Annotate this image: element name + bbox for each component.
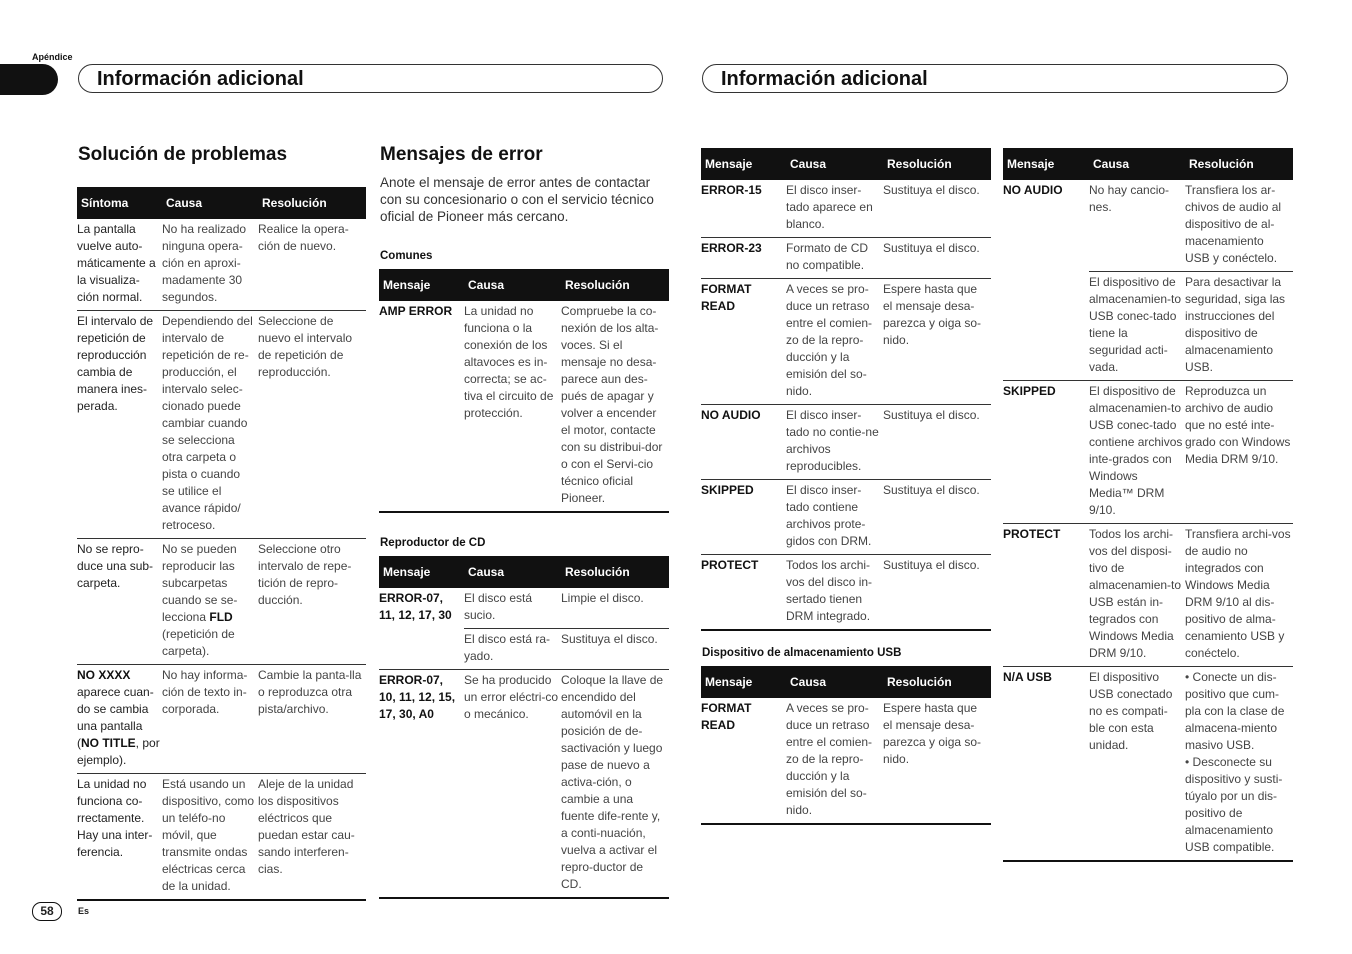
cause-cell: El disco inser-tado contiene archivos prote-gidos con DRM. [786, 480, 883, 555]
symptom-cell: La pantalla vuelve auto-máticamente a la visualiza-ción normal. [77, 219, 162, 311]
resolution-cell: Para desactivar la seguridad, siga las instrucciones del dispositivo de almacenamiento USB. [1185, 272, 1293, 381]
cause-cell: El disco está ra-yado. [464, 629, 561, 670]
cause-cell: A veces se pro-duce un retraso entre el comien-zo de la repro-ducción y la emisión del so-nido. [786, 698, 883, 824]
cause-cell [162, 539, 258, 665]
page-number: 58 [32, 902, 62, 921]
message-cell: FORMAT READ [701, 279, 786, 405]
column-header: Causa [464, 556, 561, 588]
table-row [379, 670, 669, 899]
cause-cell: Todos los archi-vos del disposi-tivo de almacenamien-to USB están in-tegrados con Windows Media DRM 9/10. [1089, 524, 1185, 667]
message-cell [1003, 272, 1089, 381]
resolution-cell: Sustituya el disco. [883, 480, 991, 555]
resolution-bullet: • Desconecte su dispositivo y susti-túyalo por un dis-positivo de almacenamiento USB compatible. [1185, 755, 1283, 854]
cause-text: (repetición de carpeta). [162, 627, 235, 658]
resolution-cell: Sustituya el disco. [883, 238, 991, 279]
resolution-bullet: • Conecte un dis-positivo que cum-pla con la clase de almacena-miento masivo USB. [1185, 670, 1285, 752]
resolution-cell: Sustituya el disco. [883, 405, 991, 480]
message-cell: PROTECT [701, 555, 786, 631]
symptom-cell: El intervalo de repetición de reproducción cambia de manera ines-perada. [77, 311, 162, 539]
cause-cell: El dispositivo USB conectado no es compati-ble con esta unidad. [1089, 667, 1185, 862]
usb-errors-table [701, 666, 991, 825]
cause-cell: A veces se pro-duce un retraso entre el comien-zo de la repro-ducción y la emisión del so-nido. [786, 279, 883, 405]
table-row [1003, 180, 1293, 272]
language-code: Es [78, 906, 90, 916]
table-row [77, 311, 366, 539]
message-code: NO XXXX [77, 668, 131, 682]
column-header: Resolución [561, 556, 669, 588]
message-code: NO TITLE [81, 736, 136, 750]
column-header: Resolución [561, 269, 669, 301]
common-errors-table [379, 269, 669, 513]
table-header [379, 269, 669, 301]
symptom-cell: La unidad no funciona co-rrectamente. Hay una inter-ferencia. [77, 774, 162, 901]
table-row [1003, 667, 1293, 862]
troubleshooting-title: Solución de problemas [78, 144, 288, 165]
section-header-left: Información adicional [78, 64, 663, 93]
cause-cell: No hay informa-ción de texto in-corporada. [162, 665, 258, 774]
cause-cell: No ha realizado ninguna opera-ción en aproxi-madamente 30 segundos. [162, 219, 258, 311]
message-cell: ERROR-15 [701, 180, 786, 238]
column-header: Resolución [883, 148, 991, 180]
table-row [379, 629, 669, 670]
table-row [1003, 381, 1293, 524]
resolution-cell: Coloque la llave de encendido del automóvil en la posición de de-sactivación y luego pase de nuevo a activa-ción, o cambie a una fuente dife-rente y, a conti-nuación, vuelva a activar el repro-ductor de CD. [561, 670, 669, 899]
table-header [1003, 148, 1293, 180]
symptom-cell [77, 665, 162, 774]
table-header [701, 666, 991, 698]
table-header [379, 556, 669, 588]
table-row [701, 480, 991, 555]
fld-code: FLD [209, 610, 233, 624]
column-header: Causa [786, 148, 883, 180]
resolution-cell: Limpie el disco. [561, 588, 669, 629]
message-cell: NO AUDIO [701, 405, 786, 480]
cause-cell: Formato de CD no compatible. [786, 238, 883, 279]
resolution-cell: Cambie la panta-lla o reproduzca otra pista/archivo. [258, 665, 366, 774]
resolution-cell: Sustituya el disco. [561, 629, 669, 670]
cause-cell: No hay cancio-nes. [1089, 180, 1185, 272]
table-row [77, 539, 366, 665]
resolution-cell: Transfiera los ar-chivos de audio al dispositivo de al-macenamiento USB y conéctelo. [1185, 180, 1293, 272]
resolution-cell [1185, 667, 1293, 862]
error-messages-intro: Anote el mensaje de error antes de contactar con su concesionario o con el servicio técnico oficial de Pioneer más cercano. [380, 175, 654, 224]
resolution-cell: Aleje de la unidad los dispositivos eléctricos que puedan estar cau-sando interferen-cias. [258, 774, 366, 901]
column-header: Mensaje [379, 269, 464, 301]
cause-cell: La unidad no funciona o la conexión de los altavoces es in-correcta; se ac-tiva el circuito de protección. [464, 301, 561, 512]
resolution-cell: Sustituya el disco. [883, 555, 991, 631]
cd-errors-table-continued [701, 148, 991, 631]
table-row [701, 555, 991, 631]
message-cell: PROTECT [1003, 524, 1089, 667]
table-row [379, 588, 669, 629]
column-header: Mensaje [701, 148, 786, 180]
table-row [701, 698, 991, 824]
column-header: Resolución [1185, 148, 1293, 180]
resolution-cell: Seleccione otro intervalo de repe-tición de repro-ducción. [258, 539, 366, 665]
resolution-cell: Seleccione de nuevo el intervalo de repetición de reproducción. [258, 311, 366, 539]
cd-player-subtitle: Reproductor de CD [380, 537, 486, 549]
resolution-cell: Realice la opera-ción de nuevo. [258, 219, 366, 311]
table-row [1003, 272, 1293, 381]
message-cell: ERROR-07, 10, 11, 12, 15, 17, 30, A0 [379, 670, 464, 899]
cause-cell: El disco inser-tado aparece en blanco. [786, 180, 883, 238]
cause-cell: El disco inser-tado no contie-ne archivos reproducibles. [786, 405, 883, 480]
column-header: Mensaje [701, 666, 786, 698]
column-header: Resolución [258, 187, 366, 219]
error-messages-title: Mensajes de error [380, 144, 543, 165]
table-row [701, 180, 991, 238]
resolution-cell: Espere hasta que el mensaje desa-parezca y oiga so-nido. [883, 279, 991, 405]
cause-cell: Dependiendo del intervalo de repetición de re-producción, el intervalo selec-cionado puede cambiar cuando se selecciona otra carpeta o pista o cuando se utilice el avance rápido/ retroceso. [162, 311, 258, 539]
column-header: Mensaje [1003, 148, 1089, 180]
common-subtitle: Comunes [380, 250, 433, 262]
column-header: Resolución [883, 666, 991, 698]
cause-cell: El disco está sucio. [464, 588, 561, 629]
message-cell: SKIPPED [701, 480, 786, 555]
section-header-right: Información adicional [702, 64, 1288, 93]
usb-errors-table-continued [1003, 148, 1293, 862]
message-cell: NO AUDIO [1003, 183, 1063, 197]
message-cell: N/A USB [1003, 667, 1089, 862]
resolution-cell: Transfiera archi-vos de audio no integrados con Windows Media DRM 9/10 al dis-positivo de alma-cenamiento USB y conéctelo. [1185, 524, 1293, 667]
appendix-tab-marker [0, 64, 58, 95]
cause-cell: Está usando un dispositivo, como un teléfo-no móvil, que transmite ondas eléctricas cerca de la unidad. [162, 774, 258, 901]
table-row [1003, 524, 1293, 667]
table-row [701, 279, 991, 405]
table-row [77, 219, 366, 311]
symptom-text: , por ejemplo). [77, 736, 160, 767]
symptom-cell: No se repro-duce una sub-carpeta. [77, 539, 162, 665]
cause-cell: El dispositivo de almacenamien-to USB conec-tado tiene la seguridad acti-vada. [1089, 272, 1185, 381]
symptom-text: aparece cuan-do se cambia una pantalla ( [77, 685, 154, 750]
column-header: Causa [464, 269, 561, 301]
resolution-cell: Reproduzca un archivo de audio que no esté inte-grado con Windows Media DRM 9/10. [1185, 381, 1293, 524]
table-row [701, 405, 991, 480]
cause-cell: Todos los archi-vos del disco in-sertado tienen DRM integrado. [786, 555, 883, 631]
column-header: Síntoma [77, 187, 162, 219]
table-header [77, 187, 366, 219]
table-header [701, 148, 991, 180]
table-row [77, 665, 366, 774]
column-header: Mensaje [379, 556, 464, 588]
table-row [701, 238, 991, 279]
troubleshooting-table [77, 187, 366, 901]
table-row [379, 301, 669, 512]
message-cell: SKIPPED [1003, 381, 1089, 524]
resolution-cell: Compruebe la co-nexión de los alta-voces. Si el mensaje no desa-parece aun des-pués de apagar y volver a encender el motor, contacte con su distribui-dor o con el Servi-cio técnico oficial Pioneer. [561, 301, 669, 512]
message-cell: FORMAT READ [701, 698, 786, 824]
cause-cell: El dispositivo de almacenamien-to USB conec-tado contiene archivos inte-grados con Windows Media™ DRM 9/10. [1089, 381, 1185, 524]
column-header: Causa [786, 666, 883, 698]
resolution-cell: Sustituya el disco. [883, 180, 991, 238]
message-cell: ERROR-07, 11, 12, 17, 30 [379, 591, 452, 622]
message-cell: ERROR-23 [701, 238, 786, 279]
cd-errors-table [379, 556, 669, 899]
message-cell [379, 629, 464, 670]
column-header: Causa [162, 187, 258, 219]
column-header: Causa [1089, 148, 1185, 180]
usb-storage-subtitle: Dispositivo de almacenamiento USB [702, 647, 902, 659]
cause-text: No se pueden reproducir las subcarpetas cuando se se-lecciona [162, 542, 238, 624]
cause-cell: Se ha producido un error eléctri-co o mecánico. [464, 670, 561, 899]
appendix-label: Apéndice [32, 52, 73, 62]
resolution-cell: Espere hasta que el mensaje desa-parezca y oiga so-nido. [883, 698, 991, 824]
message-cell: AMP ERROR [379, 301, 464, 512]
table-row [77, 774, 366, 901]
